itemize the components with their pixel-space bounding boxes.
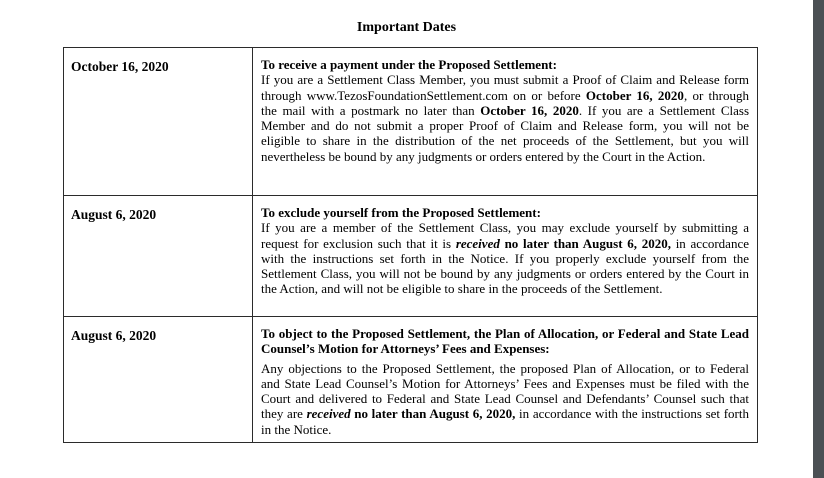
table-row <box>64 195 757 316</box>
row-body-text: If you are a Settlement Class Member, you must submit a Proof of Claim and Release form through www.TezosFoundationSettlement.com on or before October 16, 2020, or through the mail with a postmark no later than October 16, 2020. If you are a Settlement Class Member and do not submit a proper Proof of Claim and Release form, you will not be eligible to share in the distribution of the net proceeds of the Settlement, but you will nevertheless be bound by any judgments or orders entered by the Court in the Action. <box>261 72 749 164</box>
date-cell: August 6, 2020 <box>64 317 253 442</box>
description-cell <box>253 317 757 442</box>
row-heading: To exclude yourself from the Proposed Settlement: <box>261 205 541 220</box>
table-row <box>64 316 757 442</box>
page-title: Important Dates <box>356 20 457 35</box>
table-row <box>64 48 757 195</box>
description-cell <box>253 196 757 316</box>
date-cell: October 16, 2020 <box>64 48 253 195</box>
row-body-text: Any objections to the Proposed Settlement, the proposed Plan of Allocation, or to Federal and State Lead Counsel’s Motion for Attorneys’ Fees and Expenses must be filed with the Court and delivered to Federal and State Lead Counsel and Defendants’ Counsel such that they are received no later than August 6, 2020, in accordance with the instructions set forth in the Notice. <box>261 360 749 437</box>
description-cell <box>253 48 757 195</box>
right-edge-panel <box>813 0 824 478</box>
important-dates-table <box>63 47 758 443</box>
row-heading: To object to the Proposed Settlement, the Plan of Allocation, or Federal and State Lead Counsel’s Motion for Attorneys’ Fees and Expenses: <box>261 326 749 357</box>
row-body-text: If you are a member of the Settlement Class, you may exclude yourself by submitting a request for exclusion such that it is received no later than August 6, 2020, in accordance with the instructions set forth in the Notice. If you properly exclude yourself from the Settlement Class, you will not be bound by any judgments or orders entered by the Court in the Action, and will not be eligible to share in the proceeds of the Settlement. <box>261 220 749 297</box>
date-cell: August 6, 2020 <box>64 196 253 316</box>
row-heading: To receive a payment under the Proposed Settlement: <box>261 57 557 72</box>
